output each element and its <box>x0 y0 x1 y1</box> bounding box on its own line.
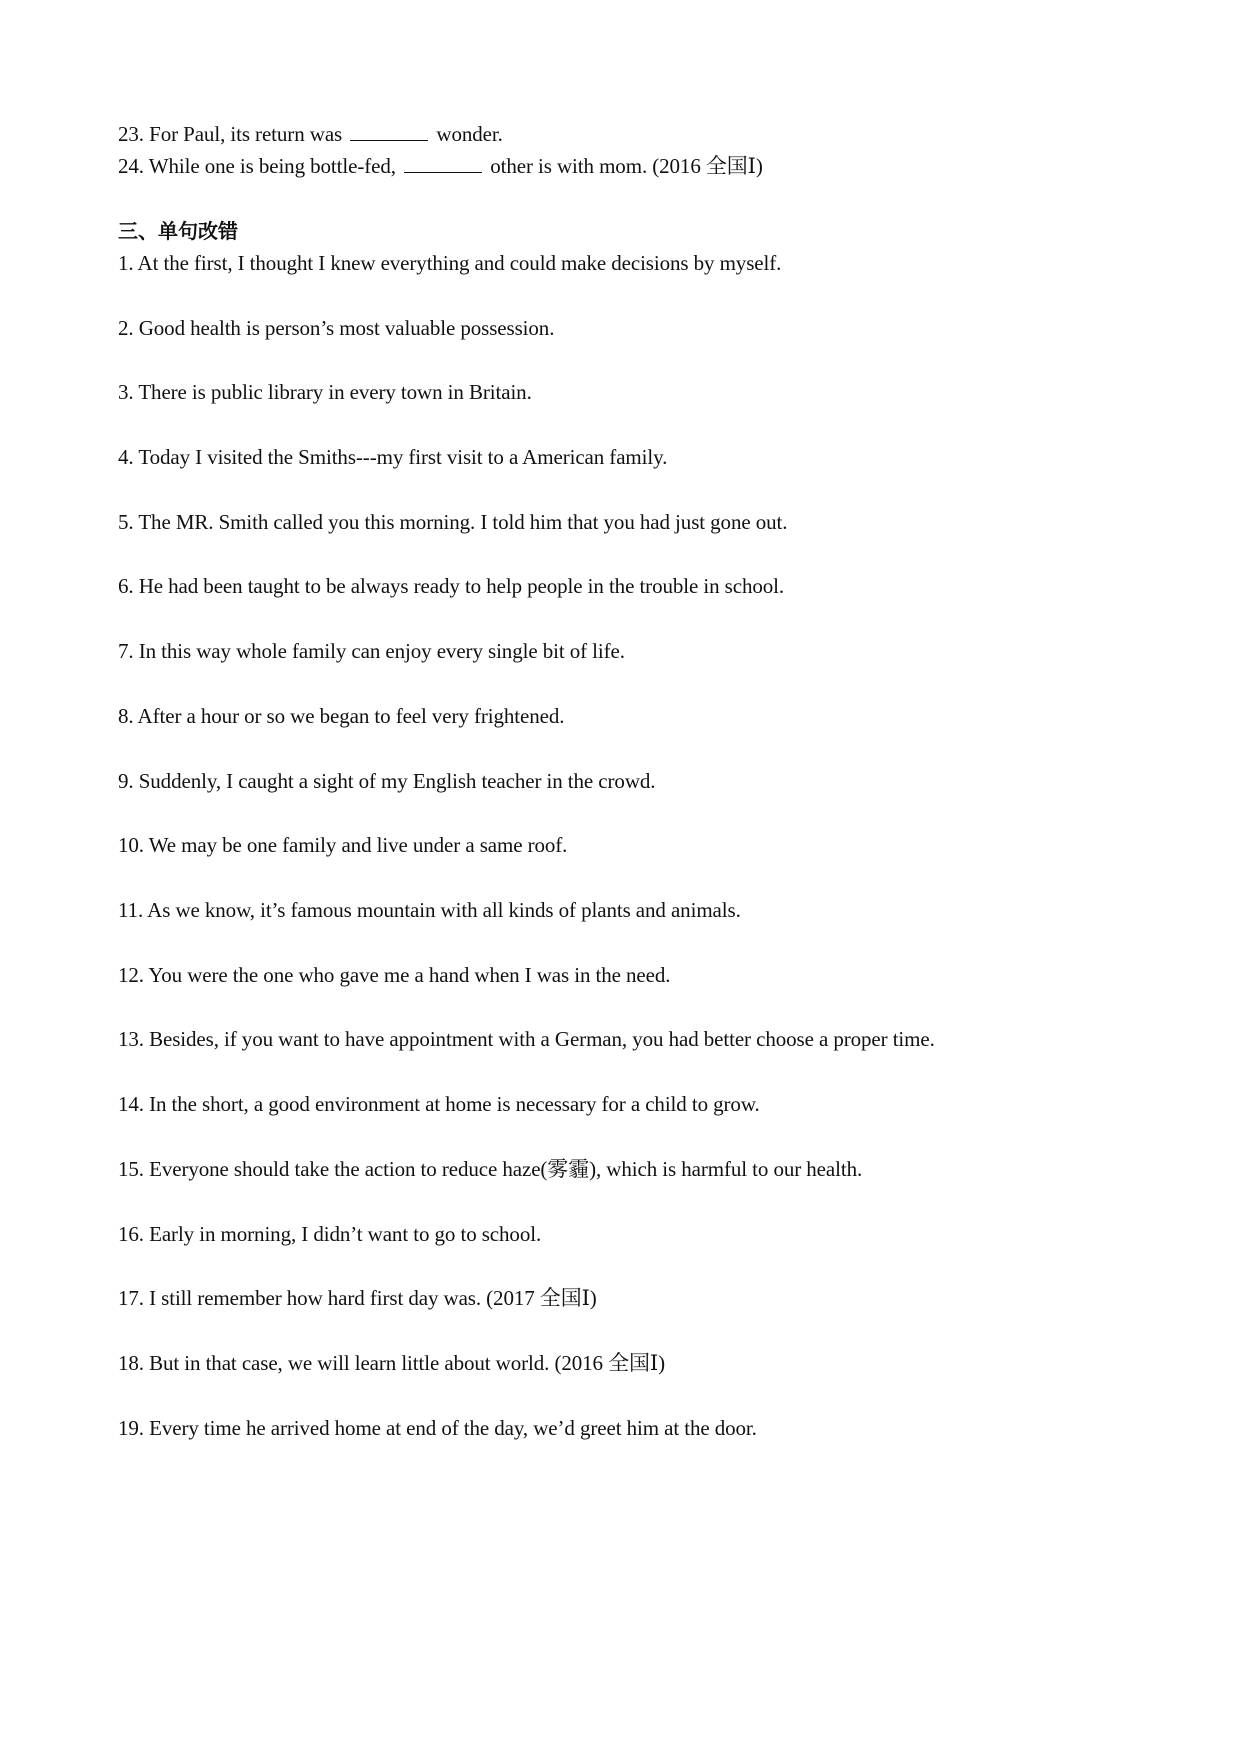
correction-item-5: 5. The MR. Smith called you this morning. I told him that you had just gone out. <box>118 510 788 534</box>
correction-item-10: 10. We may be one family and live under a same roof. <box>118 833 568 857</box>
item-text-before: For Paul, its return was <box>149 122 343 146</box>
item-text-before: While one is being bottle-fed, <box>148 154 396 178</box>
item-text-after: wonder. <box>436 122 503 146</box>
correction-item-1: 1. At the first, I thought I knew everything and could make decisions by myself. <box>118 251 782 275</box>
answer-blank <box>350 120 428 141</box>
correction-item-11: 11. As we know, it’s famous mountain with all kinds of plants and animals. <box>118 898 741 922</box>
correction-item-4: 4. Today I visited the Smiths---my first visit to a American family. <box>118 445 668 469</box>
correction-item-12: 12. You were the one who gave me a hand when I was in the need. <box>118 963 671 987</box>
answer-blank <box>404 152 482 173</box>
item-number: 24. <box>118 154 144 178</box>
correction-item-6: 6. He had been taught to be always ready to help people in the trouble in school. <box>118 574 785 598</box>
correction-item-16: 16. Early in morning, I didn’t want to go to school. <box>118 1222 542 1246</box>
correction-item-13: 13. Besides, if you want to have appointment with a German, you had better choose a proper time. <box>118 1027 935 1051</box>
fill-in-item-24 <box>118 152 763 180</box>
correction-item-15: 15. Everyone should take the action to reduce haze(雾霾), which is harmful to our health. <box>118 1157 863 1181</box>
item-text-after: other is with mom. (2016 全国Ⅰ) <box>490 154 763 178</box>
correction-item-9: 9. Suddenly, I caught a sight of my English teacher in the crowd. <box>118 769 656 793</box>
correction-item-17: 17. I still remember how hard first day was. (2017 全国Ⅰ) <box>118 1286 597 1310</box>
correction-item-8: 8. After a hour or so we began to feel very frightened. <box>118 704 565 728</box>
correction-item-3: 3. There is public library in every town in Britain. <box>118 380 532 404</box>
correction-item-14: 14. In the short, a good environment at home is necessary for a child to grow. <box>118 1092 760 1116</box>
correction-item-18: 18. But in that case, we will learn little about world. (2016 全国Ⅰ) <box>118 1351 665 1375</box>
correction-item-2: 2. Good health is person’s most valuable possession. <box>118 316 555 340</box>
correction-item-19: 19. Every time he arrived home at end of the day, we’d greet him at the door. <box>118 1416 757 1440</box>
section-heading: 三、单句改错 <box>118 219 238 243</box>
correction-item-7: 7. In this way whole family can enjoy every single bit of life. <box>118 639 625 663</box>
fill-in-item-23 <box>118 120 503 148</box>
item-number: 23. <box>118 122 144 146</box>
